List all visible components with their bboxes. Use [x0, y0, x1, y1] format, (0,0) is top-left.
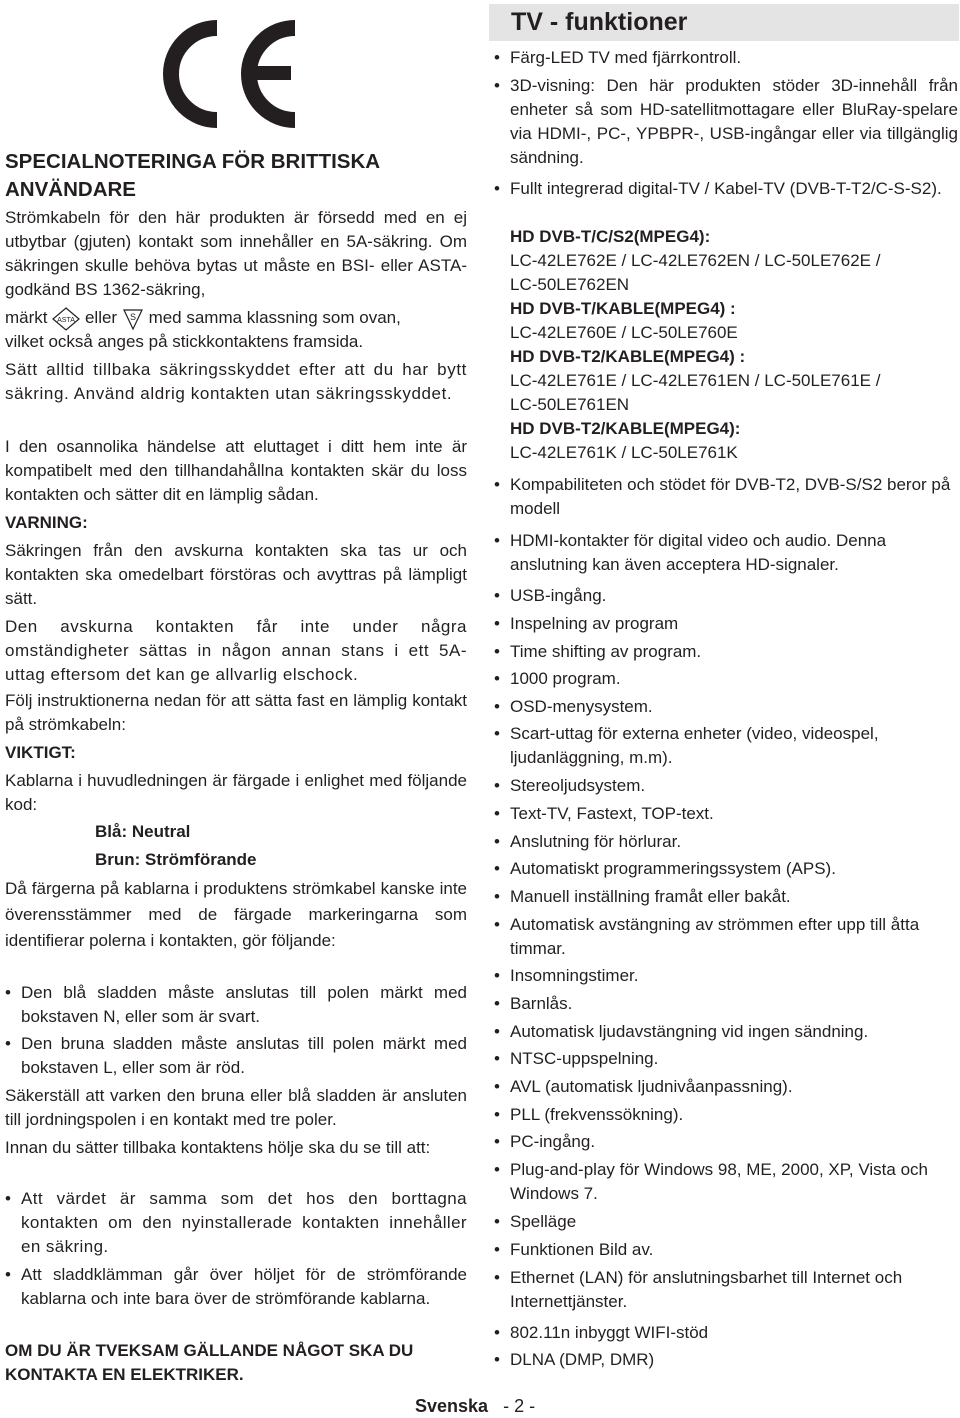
- feature-item: • Inspelning av program: [494, 612, 958, 636]
- paragraph-fuse-end: vilket också anges på stickkontaktens framsida.: [5, 332, 364, 351]
- feature-item: • Spelläge: [494, 1210, 958, 1234]
- feature-item: • USB-ingång.: [494, 584, 958, 608]
- model-line: LC-42LE762E / LC-42LE762EN / LC-50LE762E /: [510, 251, 881, 270]
- feature-item: • Barnlås.: [494, 992, 958, 1016]
- feature-item: • Automatiskt programmeringssystem (APS).: [494, 857, 958, 881]
- heading-line-1: SPECIALNOTERINGA FÖR BRITTISKA: [5, 150, 381, 173]
- bullet-blue-wire: • Den blå sladden måste anslutas till polen märkt med bokstaven N, eller som är svart.: [5, 981, 467, 1029]
- ce-mark-logo: [155, 20, 305, 128]
- feature-item: • HDMI-kontakter för digital video och audio. Denna anslutning kan även acceptera HD-signaler.: [494, 529, 958, 577]
- or-label: eller: [84, 308, 118, 327]
- feature-item: • Stereoljudsystem.: [494, 774, 958, 798]
- feature-item: • PC-ingång.: [494, 1130, 958, 1154]
- uk-notes-heading: [5, 148, 467, 204]
- electrician-note: OM DU ÄR TVEKSAM GÄLLANDE NÅGOT SKA DU KONTAKTA EN ELEKTRIKER.: [5, 1341, 414, 1384]
- svg-text:S: S: [129, 311, 136, 322]
- bullet-fuse-value: • Att värdet är samma som det hos den borttagna kontakten om den nyinstallerade kontakten innehåller en säkring.: [5, 1187, 467, 1259]
- feature-item: • Funktionen Bild av.: [494, 1238, 958, 1262]
- tv-features-title: TV - funktioner: [489, 4, 959, 41]
- feature-item: • Färg-LED TV med fjärrkontroll.: [494, 46, 958, 70]
- paragraph-before-cover: Innan du sätter tillbaka kontaktens hölje ska du se till att:: [5, 1138, 431, 1157]
- same-rating-text: med samma klassning som ovan,: [148, 308, 401, 327]
- page-number: - 2 -: [503, 1396, 536, 1416]
- model-line: LC-50LE762EN: [510, 275, 630, 294]
- blue-neutral: Blå: Neutral: [95, 822, 191, 841]
- feature-item: • OSD-menysystem.: [494, 695, 958, 719]
- feature-item: • Time shifting av program.: [494, 640, 958, 664]
- bullet-cord-clamp: • Att sladdklämman går över höljet för de strömförande kablarna och inte bara över de strömförande kablarna.: [5, 1263, 467, 1311]
- feature-item: • 3D-visning: Den här produkten stöder 3D-innehåll från enheter så som HD-satellitmottagare eller BluRay-spelare via HDMI-, PC-, YPBPR-, USB-ingångar eller via tillgänglig sändning.: [494, 74, 958, 170]
- paragraph-earth: Säkerställ att varken den bruna eller blå sladden är ansluten till jordningspolen i en kontakt med tre poler.: [5, 1086, 467, 1129]
- model-line: LC-42LE761K / LC-50LE761K: [510, 443, 738, 462]
- svg-text:ASTA: ASTA: [57, 316, 76, 324]
- paragraph-fuse-cover: Sätt alltid tillbaka säkringsskyddet efter att du har bytt säkring. Använd aldrig kontakten utan säkringsskyddet.: [5, 360, 467, 403]
- bsi-kitemark-icon: [122, 307, 144, 331]
- feature-item: • Text-TV, Fastext, TOP-text.: [494, 802, 958, 826]
- model-line: LC-50LE761EN: [510, 395, 630, 414]
- model-head: HD DVB-T2/KABLE(MPEG4) :: [510, 347, 746, 366]
- bullet-brown-wire: • Den bruna sladden måste anslutas till polen märkt med bokstaven L, eller som är röd.: [5, 1032, 467, 1080]
- paragraph-instructions: Följ instruktionerna nedan för att sätta fast en lämplig kontakt på strömkabeln:: [5, 691, 467, 734]
- heading-line-2: ANVÄNDARE: [5, 178, 136, 201]
- feature-item: • DLNA (DMP, DMR): [494, 1348, 958, 1372]
- feature-item: • Ethernet (LAN) för anslutningsbarhet till Internet och Internettjänster.: [494, 1266, 958, 1314]
- asta-mark-icon: [52, 307, 80, 331]
- feature-item: • NTSC-uppspelning.: [494, 1047, 958, 1071]
- feature-item: • Automatisk ljudavstängning vid ingen sändning.: [494, 1020, 958, 1044]
- feature-item: • Fullt integrerad digital-TV / Kabel-TV (DVB-T-T2/C-S-S2).: [494, 177, 958, 201]
- feature-item: • Manuell inställning framåt eller bakåt.: [494, 885, 958, 909]
- feature-item: • Anslutning för hörlurar.: [494, 830, 958, 854]
- feature-item: • PLL (frekvenssökning).: [494, 1103, 958, 1127]
- model-head: HD DVB-T2/KABLE(MPEG4):: [510, 419, 741, 438]
- footer-language: Svenska: [415, 1396, 489, 1416]
- warning-label: VARNING:: [5, 513, 88, 532]
- model-line: LC-42LE760E / LC-50LE760E: [510, 323, 738, 342]
- model-line: LC-42LE761E / LC-42LE761EN / LC-50LE761E /: [510, 371, 881, 390]
- brown-live: Brun: Strömförande: [95, 850, 257, 869]
- page-footer: [415, 1396, 535, 1417]
- paragraph-incompatible: I den osannolika händelse att eluttaget i ditt hem inte är kompatibelt med den tillhandahållna kontakten skär du loss kontakten och sätter dit en lämplig sådan.: [5, 437, 467, 504]
- paragraph-colours: Då färgerna på kablarna i produktens strömkabel kanske inte överensstämmer med de färgade markeringarna som identifierar polerna i kontakten, gör följande:: [5, 879, 467, 950]
- important-label: VIKTIGT:: [5, 743, 76, 762]
- feature-item: • Automatisk avstängning av strömmen efter upp till åtta timmar.: [494, 913, 958, 961]
- paragraph-colour-code: Kablarna i huvudledningen är färgade i enlighet med följande kod:: [5, 771, 467, 814]
- model-head: HD DVB-T/C/S2(MPEG4):: [510, 227, 711, 246]
- paragraph-cut-plug: Den avskurna kontakten får inte under några omständigheter sättas in någon annan stans i ett 5A-uttag eftersom det kan ge allvarlig elschock.: [5, 617, 467, 684]
- feature-item: • 802.11n inbyggt WIFI-stöd: [494, 1321, 958, 1345]
- feature-item: • Plug-and-play för Windows 98, ME, 2000, XP, Vista och Windows 7.: [494, 1158, 958, 1206]
- model-head: HD DVB-T/KABLE(MPEG4) :: [510, 299, 736, 318]
- feature-item: • Scart-uttag för externa enheter (video, videospel, ljudanläggning, m.m).: [494, 722, 958, 770]
- paragraph-fuse-marks: [5, 306, 467, 331]
- feature-item: • AVL (automatisk ljudnivåanpassning).: [494, 1075, 958, 1099]
- feature-item: • Kompabiliteten och stödet för DVB-T2, DVB-S/S2 beror på modell: [494, 473, 958, 521]
- marked-label: märkt: [5, 308, 48, 327]
- feature-item: • Insomningstimer.: [494, 964, 958, 988]
- paragraph-warning: Säkringen från den avskurna kontakten ska tas ur och kontakten ska omedelbart förstöras och avyttras på lämpligt sätt.: [5, 541, 467, 608]
- paragraph-fuse: Strömkabeln för den här produkten är försedd med en ej utbytbar (gjuten) kontakt som innehåller en 5A-säkring. Om säkringen skulle behöva bytas ut måste en BSI- eller ASTA-godkänd BS 1362-säkring,: [5, 208, 467, 299]
- feature-item: • 1000 program.: [494, 667, 958, 691]
